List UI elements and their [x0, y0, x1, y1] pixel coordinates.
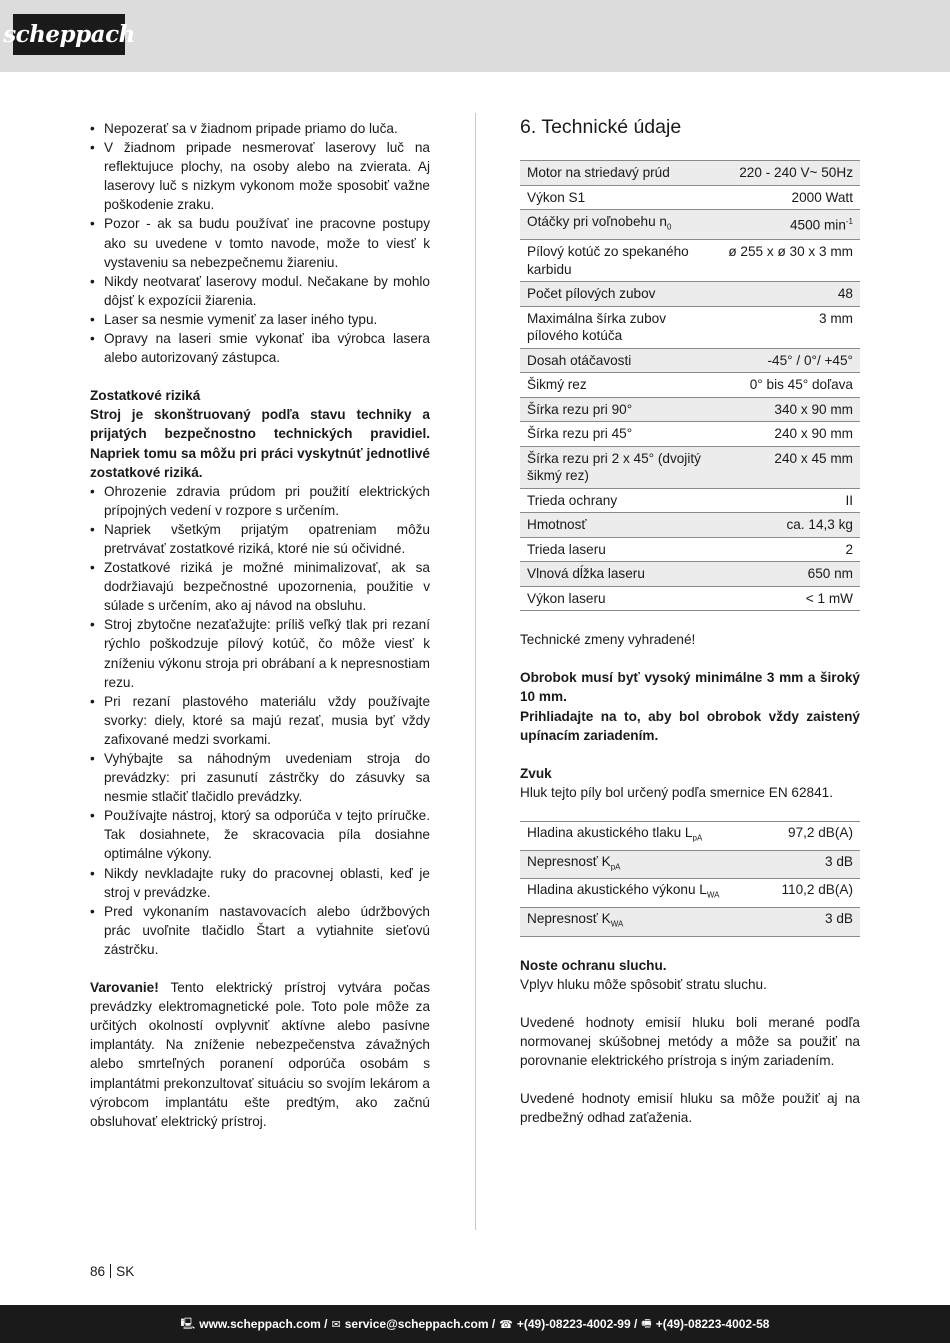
row-value: 4500 $\min^{-1}$ — [789, 217, 853, 233]
table-row — [520, 446, 860, 488]
row-label: Maximálna šírka zubov pílového kotúča — [527, 310, 667, 344]
list-item: • Nikdy neotvarať laserovy modul. Nečakane by mohlo dôjsť k expozícii žiarenia. — [90, 272, 430, 310]
section-title: 6. Technické údaje — [520, 116, 682, 138]
residual-risks-heading: Zostatkové riziká — [90, 388, 201, 404]
row-value: 3 mm — [819, 310, 853, 326]
list-item: • Vyhýbajte sa náhodným uvedeniam stroja do prevádzky: pri zasunutí zástrčky do zásuvky sa nesmie stlačiť tlačidlo prevádzky. — [90, 749, 430, 806]
page-header — [0, 0, 950, 72]
page-number — [90, 1264, 134, 1279]
table-row — [520, 850, 860, 879]
page-footer — [0, 1305, 950, 1343]
row-label: Počet pílových zubov — [527, 286, 656, 302]
row-label: Trieda ochrany — [527, 492, 618, 508]
left-column — [90, 119, 430, 1131]
table-row — [520, 879, 860, 908]
page-number-value: 86 — [90, 1264, 106, 1279]
row-label: Výkon laseru — [527, 590, 606, 606]
row-label: Dosah otáčavosti — [527, 352, 632, 368]
row-label: Trieda laseru — [527, 541, 606, 557]
row-label: Pílový kotúč zo spekaného karbidu — [527, 244, 689, 277]
list-item: • Opravy na laseri smie vykonať iba výrobca lasera alebo autorizovaný zástupca. — [90, 329, 430, 367]
hearing-protection-heading: Noste ochranu sluchu. — [520, 957, 667, 973]
table-row — [520, 348, 860, 373]
laser-safety-list — [90, 119, 430, 367]
row-label: Otáčky pri voľnobehu $n_0$ — [527, 214, 672, 232]
emf-warning — [90, 978, 430, 1131]
table-row — [520, 513, 860, 538]
footer-email[interactable]: service@scheppach.com / — [344, 1317, 496, 1331]
list-item: • Ohrozenie zdravia prúdom pri použití elektrických prípojných vedení v rozpore s určením. — [90, 482, 430, 520]
right-column — [520, 114, 860, 1127]
row-label: Šírka rezu pri 2 x 45° (dvojitý šikmý rez) — [527, 450, 701, 484]
footer-phone: +(49)-08223-4002-99 / — [516, 1317, 638, 1331]
list-item: • Pred vykonaním nastavovacích alebo údržbových prác uvoľnite tlačidlo Štart a vytiahnite sieťovú zástrčku. — [90, 902, 430, 959]
row-value: -45° / 0°/ +45° — [767, 352, 853, 368]
table-row — [520, 488, 860, 513]
changes-note: Technické zmeny vyhradené! — [520, 632, 696, 648]
footer-website[interactable]: www.scheppach.com / — [199, 1317, 328, 1331]
sound-text: Hluk tejto píly bol určený podľa smernice EN 62841. — [520, 784, 834, 800]
mail-icon: ✉ — [331, 1318, 341, 1331]
row-value: 97,2 dB(A) — [788, 824, 853, 840]
row-label: Nepresnosť $K_{pA}$ — [527, 853, 621, 872]
row-label: Hladina akustického výkonu $L_{WA}$ — [527, 882, 720, 901]
table-row — [520, 282, 860, 307]
list-item: • Používajte nástroj, ktorý sa odporúča v tejto príručke. Tak dosiahnete, že skracovacia píla dosiahne optimálne výkony. — [90, 806, 430, 863]
table-row — [520, 161, 860, 186]
row-label: Šikmý rez — [527, 377, 587, 393]
technical-data-table — [520, 160, 860, 611]
emission-text-1: Uvedené hodnoty emisií hluku boli merané podľa normovanej skúšobnej metódy a môže sa použiť na porovnanie elektrického prístroja s iným zariadením. — [520, 1014, 860, 1069]
row-label: Hladina akustického tlaku $L_{pA}$ — [527, 824, 703, 843]
row-label: Hmotnosť — [527, 517, 587, 533]
row-label: Nepresnosť $K_{WA}$ — [527, 911, 624, 929]
list-item: • V žiadnom pripade nesmerovať laserovy luč na reflektujuce plochy, na osoby alebo na zvierata. Aj laserovy luč s nizkym vykonom može sposobiť važne poškodenie zraku. — [90, 138, 430, 214]
table-row — [520, 185, 860, 210]
table-row — [520, 210, 860, 240]
warning-label: Varovanie! — [90, 980, 159, 996]
row-label: Šírka rezu pri 45° — [527, 426, 633, 442]
table-row — [520, 537, 860, 562]
row-label: Výkon S1 — [527, 189, 586, 205]
page-language: SK — [116, 1264, 135, 1279]
hearing-protection-text: Vplyv hluku môže spôsobiť stratu sluchu. — [520, 976, 767, 992]
row-value: 240 x 45 mm — [774, 450, 853, 466]
list-item: • Pozor - ak sa budu používať ine pracovne postupy ako su uvedene v tomto navode, može to viesť k vystaveniu sa nebezpečnemu žiareniu. — [90, 214, 430, 271]
emission-text-2: Uvedené hodnoty emisií hluku sa môže použiť aj na predbežný odhad zaťaženia. — [520, 1091, 860, 1126]
list-item: • Nikdy nevkladajte ruky do pracovnej oblasti, keď je stroj v prevádzke. — [90, 864, 430, 902]
row-value: ø 255 x ø 30 x 3 mm — [728, 244, 853, 260]
row-label: Vlnová dĺžka laseru — [527, 566, 645, 582]
list-item: • Pri rezaní plastového materiálu vždy používajte svorky: diely, ktoré sa majú rezať, musia byť vždy zafixované medzi svorkami. — [90, 692, 430, 749]
row-value: 48 — [837, 286, 853, 302]
row-value: 220 - 240 V~ 50Hz — [739, 165, 853, 180]
row-value: 650 nm — [807, 566, 853, 582]
residual-risks-list — [90, 482, 430, 959]
table-row — [520, 240, 860, 282]
column-divider — [475, 113, 476, 1230]
warning-text: Tento elektrický prístroj vytvára počas prevádzky elektromagnetické pole. Toto pole môže za určitých okolností ovplyvniť aktívne alebo pasívne implantáty. Na zníženie nebezpečenstva závažných alebo smrteľných poranení odporúča osobám s implantátmi prekonzultovať situáciu so svojím lekárom a výrobcom implantátu ešte predtým, ako začnú obsluhovať elektrický prístroj. — [90, 980, 430, 1129]
fax-icon: 🖷 — [641, 1317, 652, 1330]
list-item: • Zostatkové riziká je možné minimalizovať, ak sa dodržiavajú bezpečnostné upozornenia, použitie v súlade s určením, ako aj návod na obsluhu. — [90, 558, 430, 615]
row-value: < 1 mW — [805, 590, 853, 606]
workpiece-size-note: Obrobok musí byť vysoký minimálne 3 mm a široký 10 mm. — [520, 670, 860, 705]
table-row — [520, 422, 860, 447]
table-row — [520, 306, 860, 348]
row-value: 3 dB — [825, 853, 853, 869]
workpiece-clamp-note: Prihliadajte na to, aby bol obrobok vždy zaistený upínacím zariadením. — [520, 708, 860, 743]
phone-icon: ☎ — [499, 1318, 513, 1331]
row-value: 340 x 90 mm — [774, 401, 853, 417]
list-item: • Nepozerať sa v žiadnom pripade priamo do luča. — [90, 119, 430, 138]
list-item: • Stroj zbytočne nezaťažujte: príliš veľký tlak pri rezaní rýchlo poškodzuje pílový kotúč, čo môže viesť k zníženiu výkonu stroja pri obrábaní a k nepresnostiam rezu. — [90, 615, 430, 691]
row-value: II — [845, 492, 853, 508]
sound-data-table — [520, 821, 860, 937]
scheppach-logo: scheppach — [13, 14, 125, 55]
table-row — [520, 586, 860, 611]
table-row — [520, 562, 860, 587]
list-item: • Laser sa nesmie vymeniť za laser iného typu. — [90, 310, 430, 329]
row-value: 2000 Watt — [791, 189, 853, 205]
row-label: Motor na striedavý prúd — [527, 165, 670, 180]
row-value: 2 — [845, 541, 853, 557]
row-label: Šírka rezu pri 90° — [527, 401, 633, 417]
sound-heading: Zvuk — [520, 765, 552, 781]
row-value: 3 dB — [825, 911, 853, 927]
list-item: • Napriek všetkým prijatým opatreniam môžu pretrvávať zostatkové riziká, ktoré nie sú očividné. — [90, 520, 430, 558]
computer-icon: 🖳 — [180, 1317, 196, 1330]
row-value: 240 x 90 mm — [774, 426, 853, 442]
row-value: 110,2 dB(A) — [781, 882, 853, 898]
row-value: 0° bis 45° doľava — [749, 377, 853, 393]
table-row — [520, 397, 860, 422]
table-row — [520, 373, 860, 398]
footer-fax: +(49)-08223-4002-58 — [655, 1317, 770, 1331]
table-row — [520, 821, 860, 850]
row-value: ca. 14,3 kg — [786, 517, 853, 533]
residual-risks-intro: Stroj je skonštruovaný podľa stavu techniky a prijatých bezpečnostno technických pravidiel. Napriek tomu sa môžu pri práci vyskytnúť jednotlivé zostatkové riziká. — [90, 407, 430, 480]
table-row — [520, 908, 860, 937]
